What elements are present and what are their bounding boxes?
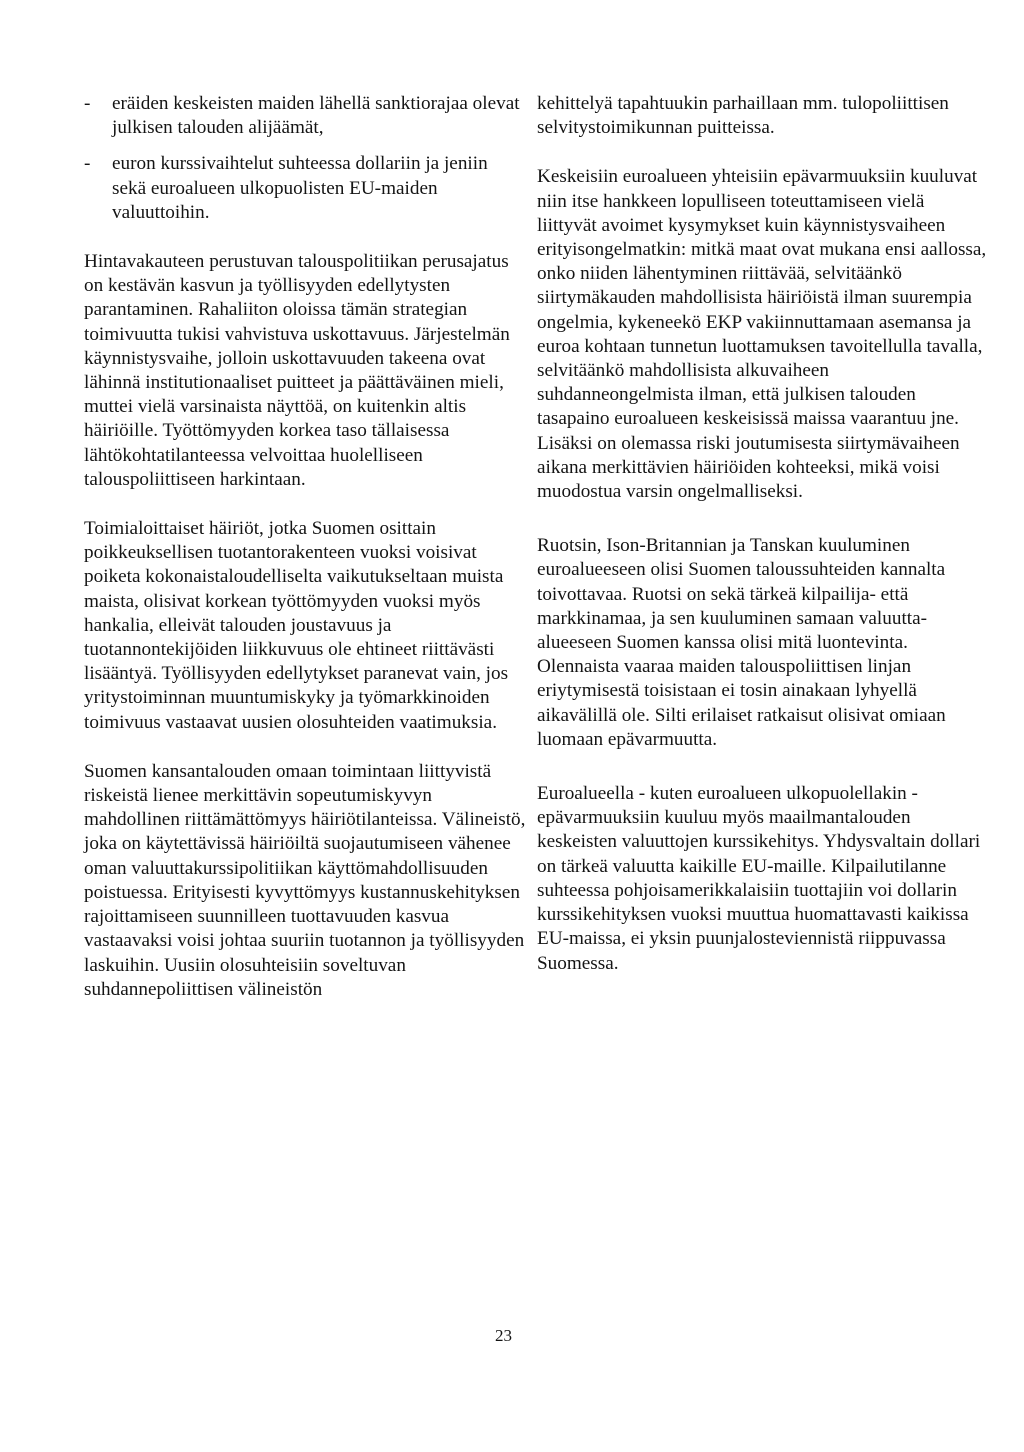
paragraph: Euroalueella - kuten euroalueen ulkopuolellakin - epävarmuuksiin kuuluu myös maailmantalouden keskeisten valuuttojen kurssikehitys. Yhdysvaltain dollari on tärkeä valuutta kaikille EU-maille. Kilpailutilanne suhteessa pohjoisamerikkalaisiin tuottajiin voi dollarin kurssikehityksen vuoksi muuttua huomattavasti kaikissa EU-maissa, ei yksin puunjalosteviennistä riippuvassa Suomessa.	[537, 783, 981, 974]
bullet-item	[84, 152, 526, 225]
paragraph: Ruotsin, Ison-Britannian ja Tanskan kuuluminen euroalueeseen olisi Suomen taloussuhteiden kannalta toivottavaa. Ruotsi on sekä tärkeä kilpailija- että markkinamaa, ja sen kuuluminen samaan valuutta-alueeseen Suomen kanssa olisi mitä luontevinta. Olennaista vaaraa maiden talouspoliittisen linjan eriytymisestä toisistaan ei tosin ainakaan lyhyellä aikavälillä ole. Silti erilaiset ratkaisut olisivat omiaan luomaan epävarmuutta.	[537, 535, 946, 750]
right-column	[537, 92, 987, 976]
bullet-text: eräiden keskeisten maiden lähellä sanktiorajaa olevat julkisen talouden alijäämät,	[112, 93, 520, 139]
bullet-text: euron kurssivaihtelut suhteessa dollariin ja jeniin sekä euroalueen ulkopuolisten EU-maiden valuuttoihin.	[112, 153, 488, 223]
paragraph: Keskeisiin euroalueen yhteisiin epävarmuuksiin kuuluvat niin itse hankkeen lopulliseen toteuttamiseen vielä liittyvät avoimet kysymykset kuin käynnistysvaiheen erityisongelmatkin: mitkä maat ovat mukana ensi aallossa, onko niiden lähentyminen riittävää, selvitäänkö siirtymäkauden mahdollisista häiriöistä ilman suurempia ongelmia, kykeneekö EKP vakiinnuttamaan asemansa ja euroa kohtaan tunnetun luottamuksen tavoitellulla tavalla, selvitäänkö mahdollisista alkuvaiheen suhdanneongelmista ilman, että julkisen talouden tasapaino euroalueen keskeisissä maissa vaarantuu jne. Lisäksi on olemassa riski joutumisesta siirtymävaiheen aikana merkittävien häiriöiden kohteeksi, mikä voisi muodostua varsin ongelmalliseksi.	[537, 166, 987, 503]
paragraph: Toimialoittaiset häiriöt, jotka Suomen osittain poikkeuksellisen tuotantorakenteen vuoksi voisivat poiketa kokonaistaloudelliselta vaikutukseltaan muista maista, olisivat korkean työttömyyden vuoksi myös hankalia, elleivät talouden joustavuus ja tuotannontekijöiden liikkuvuus ole ehtineet riittävästi lisääntyä. Työllisyyden edellytykset paranevat vain, jos yritystoiminnan muuntumiskyky ja työmarkkinoiden toimivuus vastaavat uusien olosuhteiden vaatimuksia.	[84, 518, 509, 733]
page-number: 23	[495, 1326, 512, 1345]
paragraph: Hintavakauteen perustuvan talouspolitiikan perusajatus on kestävän kasvun ja työllisyyden edellytysten parantaminen. Rahaliiton oloissa tämän strategian toimivuutta tukisi vahvistuva uskottavuus. Järjestelmän käynnistysvaihe, jolloin uskottavuuden takeena ovat lähinnä institutionaaliset puitteet ja päättäväinen mieli, muttei vielä varsinaista näyttöä, on kuitenkin altis häiriöille. Työttömyyden korkea taso tällaisessa lähtökohtatilanteessa velvoittaa huolelliseen talouspoliittiseen harkintaan.	[84, 251, 510, 490]
paragraph: Suomen kansantalouden omaan toimintaan liittyvistä riskeistä lienee merkittävin sopeutumiskyvyn mahdollinen riittämättömyys häiriötilanteissa. Välineistö, joka on käytettävissä häiriöiltä suojautumiseen vähenee oman valuuttakurssipolitiikan käyttömahdollisuuden poistuessa. Erityisesti kyvyttömyys kustannuskehityksen rajoittamiseen suunnilleen tuottavuuden kasvua vastaavaksi voisi johtaa suuriin tuotannon ja työllisyyden laskuihin. Uusiin olosuhteisiin soveltuvan suhdannepoliittisen välineistön	[84, 760, 526, 1000]
bullet-dash: -	[84, 153, 91, 175]
paragraph: kehittelyä tapahtuukin parhaillaan mm. tulopoliittisen selvitystoimikunnan puitteissa.	[537, 93, 949, 139]
bullet-item	[84, 92, 526, 140]
left-column	[84, 92, 526, 1002]
bullet-dash: -	[84, 93, 91, 114]
